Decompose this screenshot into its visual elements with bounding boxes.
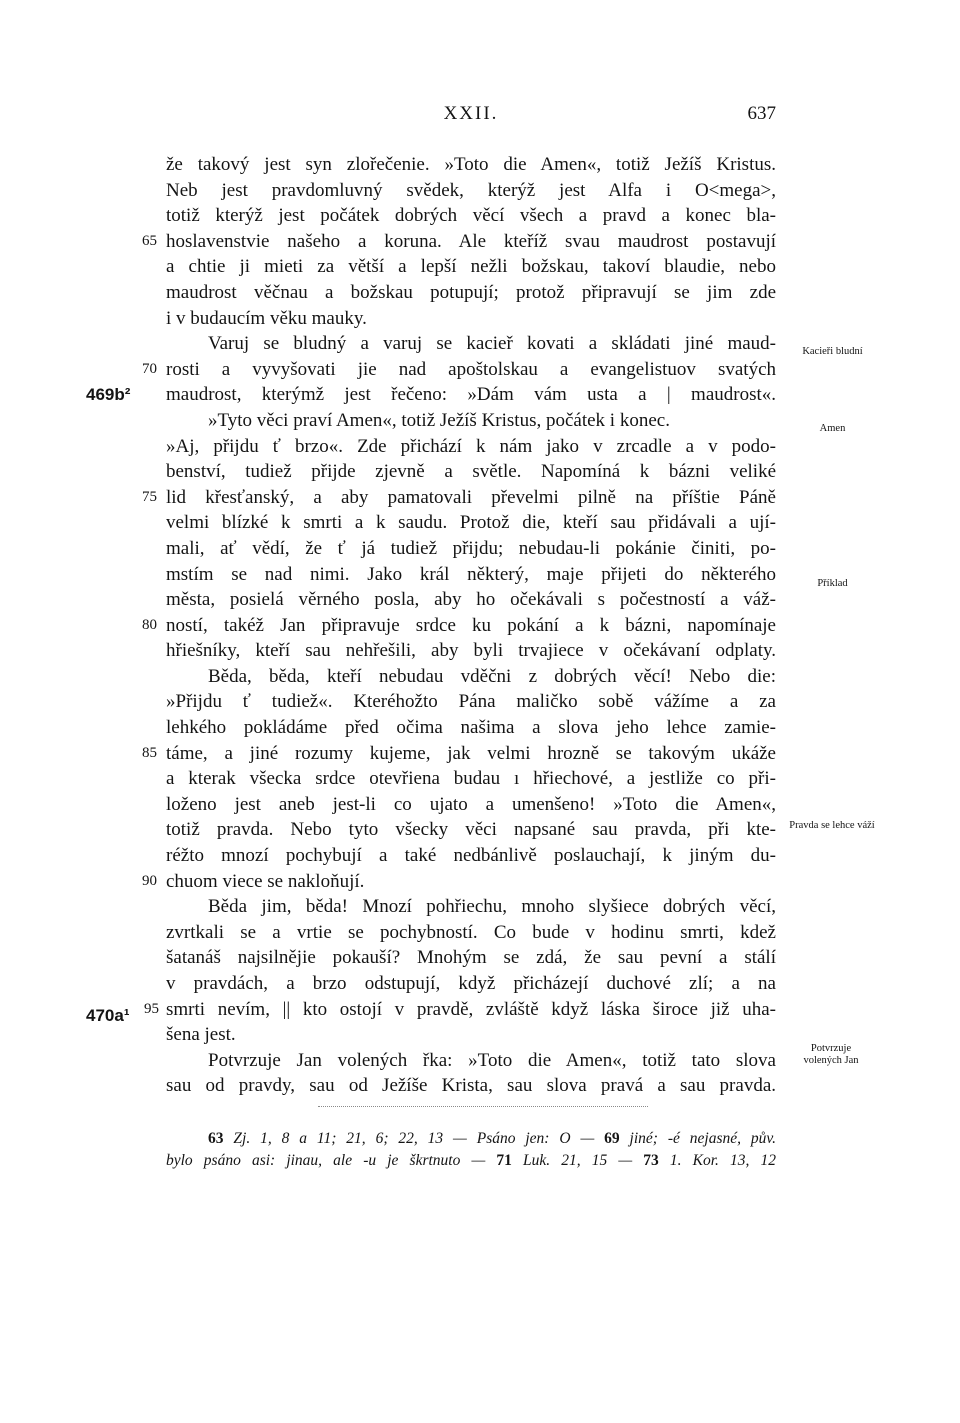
text-line (166, 510, 776, 536)
text-line (166, 306, 776, 332)
side-note: Pravda se lehce váží (789, 820, 875, 831)
line-number: 70 (142, 360, 157, 377)
line-text: »Přijdu ť tudiež«. Kteréhožto Pána maličko sobě vážíme a za (166, 691, 776, 713)
text-line (166, 254, 776, 280)
line-text: réžto mnozí pochybují a také nedbánlivě poslauchají, k jiným du- (166, 845, 776, 867)
text-line (166, 1022, 776, 1048)
line-text: mali, ať vědí, že ť já tudiež přijdu; nebudau-li pokánie činiti, po- (166, 537, 776, 559)
line-text: sau od pravdy, sau od Ježíše Krista, sau slova pravá a sau pravda. (166, 1075, 776, 1097)
line-text: benství, tudiež přijde zjevně a světle. Napomíná k bázni veliké (166, 461, 776, 483)
text-line (166, 715, 776, 741)
side-note: Kacieři bludní (802, 346, 863, 357)
line-text: mstím se nad nimi. Jako král některý, maje přijeti do některého (166, 563, 776, 585)
line-text: loženo jest aneb jest-li co ujato a umenšeno! »Toto die Amen«, (166, 793, 776, 815)
line-number: 80 (142, 616, 157, 633)
footnote-line (166, 1150, 776, 1172)
page-number: 637 (747, 103, 776, 124)
line-text: i v budaucím věku mauky. (166, 307, 367, 329)
text-line (166, 945, 776, 971)
line-text: hřiešníky, kteří sau nehřešili, aby byli trvajiece v očekávaní odplaty. (166, 640, 776, 662)
text-line (166, 1073, 776, 1099)
text-line (166, 408, 776, 434)
line-text: »Aj, přijdu ť brzo«. Zde přichází k nám jako v zrcadle a v podo- (166, 435, 776, 457)
line-text: města, posielá věrného posla, aby ho očekávali s počestností a váž- (166, 589, 776, 611)
line-number: 90 (142, 872, 157, 889)
line-text: »Tyto věci praví Amen«, totiž Ježíš Kristus, počátek i konec. (208, 409, 670, 431)
text-line (166, 178, 776, 204)
line-text: Varuj se bludný a varuj se kacieř kovati a skládati jiné maud- (208, 333, 776, 355)
line-text: Neb jest pravdomluvný svědek, kterýž jest Alfa i O<mega>, (166, 179, 776, 201)
line-text: šatanáš najsilnějie pokauší? Mnohým se zdá, že sau pevní a stálí (166, 947, 776, 969)
line-text: chuom viece se nakloňují. (166, 870, 365, 892)
line-text: že takový jest syn zlořečenie. »Toto die Amen«, totiž Ježíš Kristus. (166, 154, 776, 175)
line-text: lid křesťanský, a aby pamatovali převelmi pilně na příštie Páně (166, 486, 776, 508)
line-text: zvrtkali se a vrtie se pochybností. Co bude v hodinu smrti, kdež (166, 921, 776, 943)
text-line (166, 894, 776, 920)
text-line (166, 382, 776, 408)
line-number: 75 (142, 488, 157, 505)
chapter-heading: XXII. (443, 103, 499, 124)
line-text: šena jest. (166, 1024, 236, 1046)
side-note: Příklad (817, 578, 848, 589)
text-line (142, 869, 776, 895)
line-text: Potvrzuje Jan volených řka: »Toto die Amen«, totiž tato slova (208, 1049, 776, 1071)
footnote-text: Luk. 21, 15 — (511, 1152, 644, 1169)
line-text: hoslavenstvie našeho a koruna. Ale kteříž svau maudrost postavují (166, 230, 776, 252)
text-line (166, 792, 776, 818)
text-line (166, 1048, 776, 1074)
line-text: lehkého pokládáme před očima našima a slova jeho lehce zamie- (166, 717, 776, 739)
folio-reference: 470a¹ (86, 1006, 130, 1025)
footnote-divider (318, 1106, 648, 1107)
text-line (166, 331, 776, 357)
text-line (166, 562, 776, 588)
footnote-number: 73 (643, 1152, 659, 1169)
footnote-number: 71 (496, 1152, 512, 1169)
running-header (166, 103, 776, 127)
text-line (166, 536, 776, 562)
text-line (166, 664, 776, 690)
footnote-text: bylo psáno asi: jinau, ale -u je škrtnuto — (166, 1152, 497, 1169)
line-text: Běda jim, běda! Mnozí pohřiechu, mnoho slyšiece dobrých věcí, (208, 896, 776, 918)
text-line (142, 613, 776, 639)
text-line (166, 434, 776, 460)
side-note: Potvrzuje volených Jan (803, 1043, 859, 1066)
line-text: totiž pravda. Nebo tyto všecky věci napsané sau pravda, při kte- (166, 819, 776, 841)
folio-reference: 469b² (86, 385, 131, 404)
line-text: totiž kterýž jest počátek dobrých věcí všech a pravd a konec bla- (166, 205, 776, 227)
text-line (166, 689, 776, 715)
text-line (166, 766, 776, 792)
line-number: 65 (142, 232, 157, 249)
line-number: 85 (142, 744, 157, 761)
line-text: velmi blízké k smrti a k saudu. Protož die, kteří sau přidávali a ují- (166, 512, 776, 534)
text-line (166, 817, 776, 843)
text-line (144, 997, 776, 1023)
text-line (142, 229, 776, 255)
text-line (166, 587, 776, 613)
line-text: maudrost, kterýmž jest řečeno: »Dám vám usta a | maudrost«. (166, 384, 776, 406)
footnote-text: 1. Kor. 13, 12 (658, 1152, 776, 1169)
text-line (166, 459, 776, 485)
footnote-line (166, 1128, 776, 1150)
text-line (166, 203, 776, 229)
text-line (142, 485, 776, 511)
footnote-text: jiné; -é nejasné, pův. (619, 1130, 776, 1147)
text-line (166, 920, 776, 946)
line-text: a kterak všecka srdce otevřiena budau ı hřiechové, a jestliže co při- (166, 768, 776, 790)
text-line (166, 843, 776, 869)
line-text: v pravdách, a brzo odstupují, když přicházejí duchové zlí; a na (166, 973, 776, 994)
text-line (142, 357, 776, 383)
line-text: smrti nevím, || kto ostojí v pravdě, zvláště když láska široce již uha- (166, 998, 776, 1020)
text-line (166, 638, 776, 664)
line-text: rosti a vyvyšovati jie nad apoštolskau a evangelistuov svatých (166, 358, 776, 380)
line-text: táme, a jiné rozumy kujeme, jak velmi hrozně se takovým ukáže (166, 742, 776, 764)
footnote-text: Zj. 1, 8 a 11; 21, 6; 22, 13 — Psáno jen: O — (223, 1130, 605, 1147)
text-line (166, 971, 776, 997)
footnotes (166, 1128, 776, 1172)
main-text (142, 152, 776, 1099)
text-line (142, 741, 776, 767)
line-text: Běda, běda, kteří nebudau vděčni z dobrých věcí! Nebo die: (208, 665, 776, 687)
line-text: a chtie ji mieti za větší a lepší nežli božskau, takoví blaudie, nebo (166, 256, 776, 278)
side-note: Amen (819, 423, 846, 434)
line-text: maudrost věčnau a božskau potupují; protož připravují se jim zde (166, 281, 776, 303)
line-number: 95 (144, 1000, 159, 1017)
text-line (166, 152, 776, 178)
footnote-number: 63 (208, 1130, 224, 1147)
footnote-number: 69 (604, 1130, 620, 1147)
line-text: ností, takéž Jan připravuje srdce ku pokání a k bázni, napomínaje (166, 614, 776, 636)
text-line (166, 280, 776, 306)
